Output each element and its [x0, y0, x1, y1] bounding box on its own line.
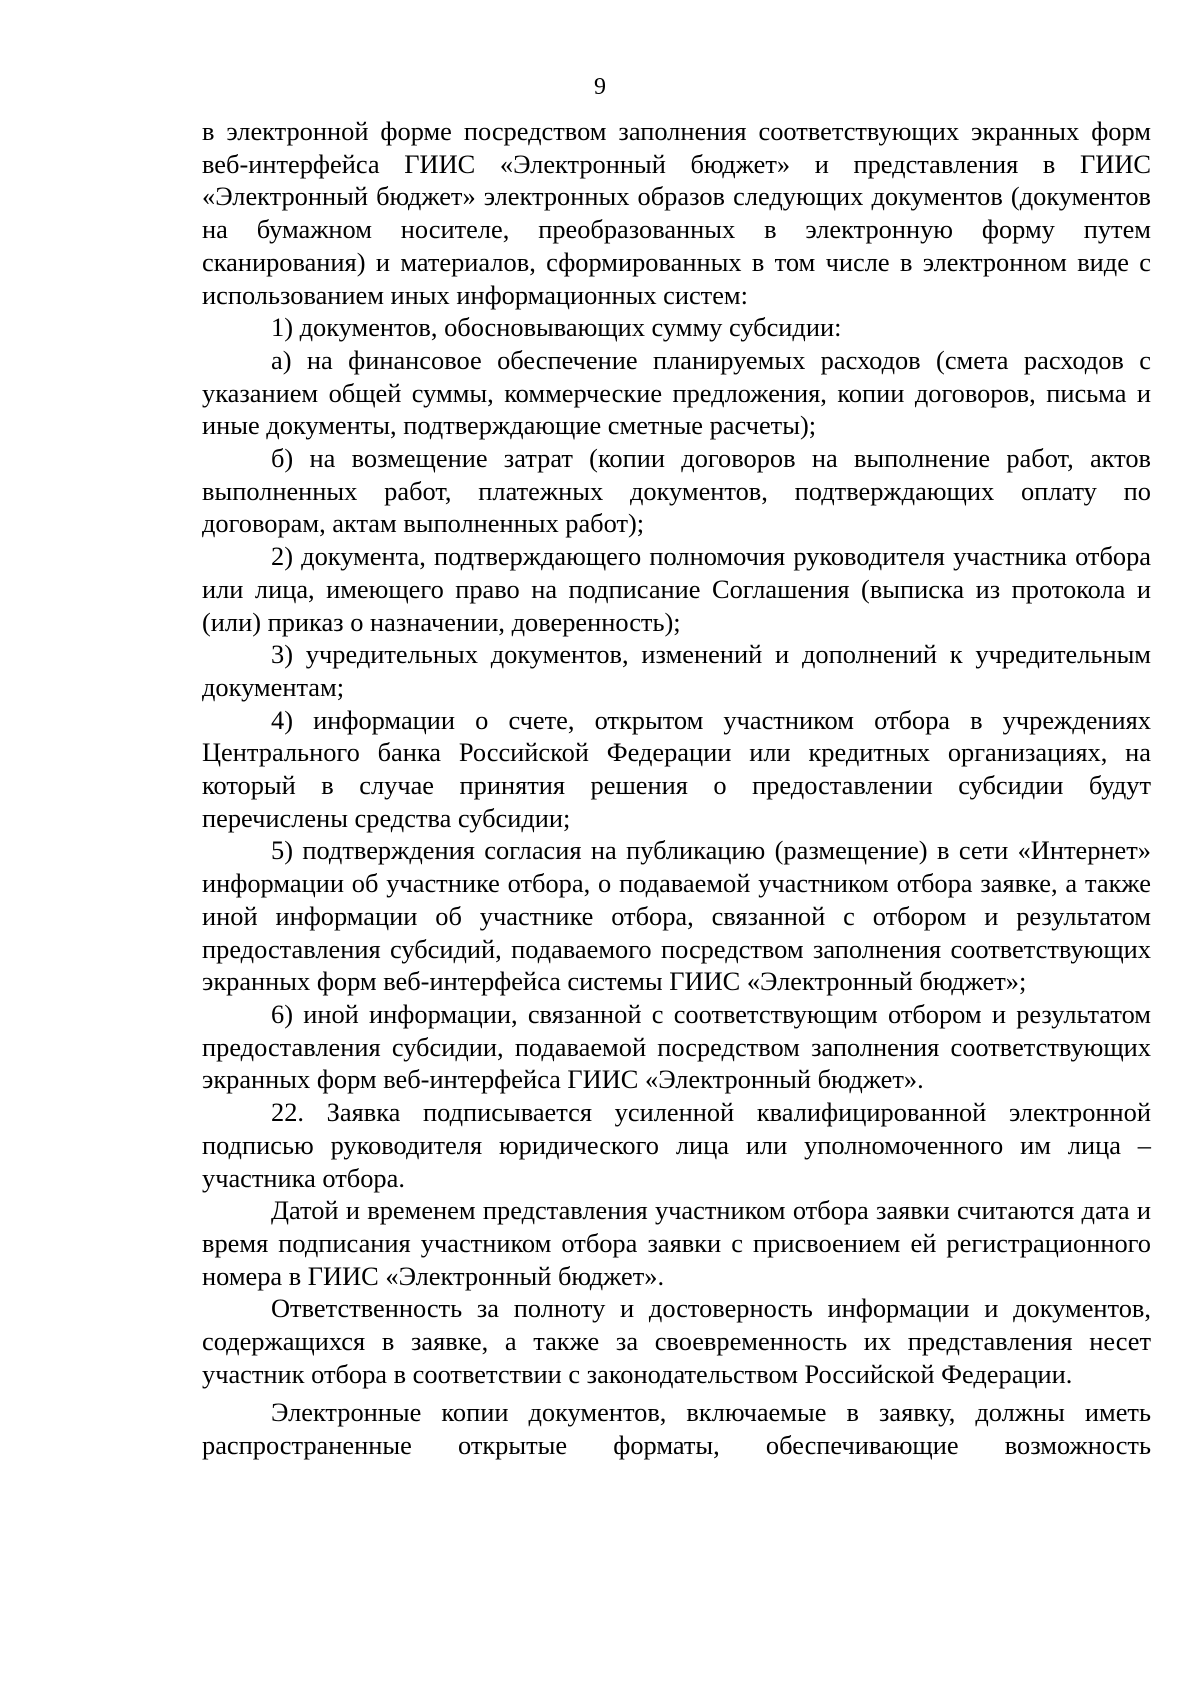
- list-item-5: 5) подтверждения согласия на публикацию (размещение) в сети «Интернет» информации об участнике отбора, о подаваемой участником отбора заявке, а также иной информации об участнике отбора, связанной с отбором и результатом предоставления субсидий, подаваемого посредством заполнения соответствующих экранных форм веб-интерфейса системы ГИИС «Электронный бюджет»;: [202, 835, 1151, 997]
- list-item-1: 1) документов, обосновывающих сумму субсидии:: [271, 312, 842, 343]
- page-number: 9: [594, 74, 606, 100]
- document-body: [202, 115, 1151, 1462]
- paragraph-responsibility: Ответственность за полноту и достоверность информации и документов, содержащихся в заявке, а также за своевременность их представления несет участник отбора в соответствии с законодательством Российской Федерации.: [202, 1293, 1151, 1389]
- paragraph-continuation: в электронной форме посредством заполнения соответствующих экранных форм веб-интерфейса ГИИС «Электронный бюджет» и представления в ГИИС «Электронный бюджет» электронных образов следующих документов (документов на бумажном носителе, преобразованных в электронную форму путем сканирования) и материалов, сформированных в том числе в электронном виде с использованием иных информационных систем:: [202, 116, 1151, 310]
- list-item-1a: а) на финансовое обеспечение планируемых расходов (смета расходов с указанием общей суммы, коммерческие предложения, копии договоров, письма и иные документы, подтверждающие сметные расчеты);: [202, 344, 1151, 441]
- paragraph-electronic-copies: Электронные копии документов, включаемые в заявку, должны иметь распространенные открытые форматы, обеспечивающие возможность: [202, 1397, 1151, 1461]
- paragraph-submission-date: Датой и временем представления участником отбора заявки считаются дата и время подписания участником отбора заявки с присвоением ей регистрационного номера в ГИИС «Электронный бюджет».: [202, 1195, 1151, 1291]
- paragraph-22: 22. Заявка подписывается усиленной квалифицированной электронной подписью руководителя юридического лица или уполномоченного им лица – участника отбора.: [202, 1097, 1151, 1193]
- list-item-2: 2) документа, подтверждающего полномочия руководителя участника отбора или лица, имеющего право на подписание Соглашения (выписка из протокола и (или) приказ о назначении, доверенность);: [202, 541, 1151, 637]
- list-item-1b: б) на возмещение затрат (копии договоров на выполнение работ, актов выполненных работ, платежных документов, подтверждающих оплату по договорам, актам выполненных работ);: [202, 443, 1151, 539]
- list-item-3: 3) учредительных документов, изменений и дополнений к учредительным документам;: [202, 639, 1151, 702]
- list-item-4: 4) информации о счете, открытом участником отбора в учреждениях Центрального банка Российской Федерации или кредитных организациях, на который в случае принятия решения о предоставлении субсидии будут перечислены средства субсидии;: [202, 704, 1151, 833]
- list-item-6: 6) иной информации, связанной с соответствующим отбором и результатом предоставления субсидии, подаваемой посредством заполнения соответствующих экранных форм веб-интерфейса ГИИС «Электронный бюджет».: [202, 998, 1151, 1095]
